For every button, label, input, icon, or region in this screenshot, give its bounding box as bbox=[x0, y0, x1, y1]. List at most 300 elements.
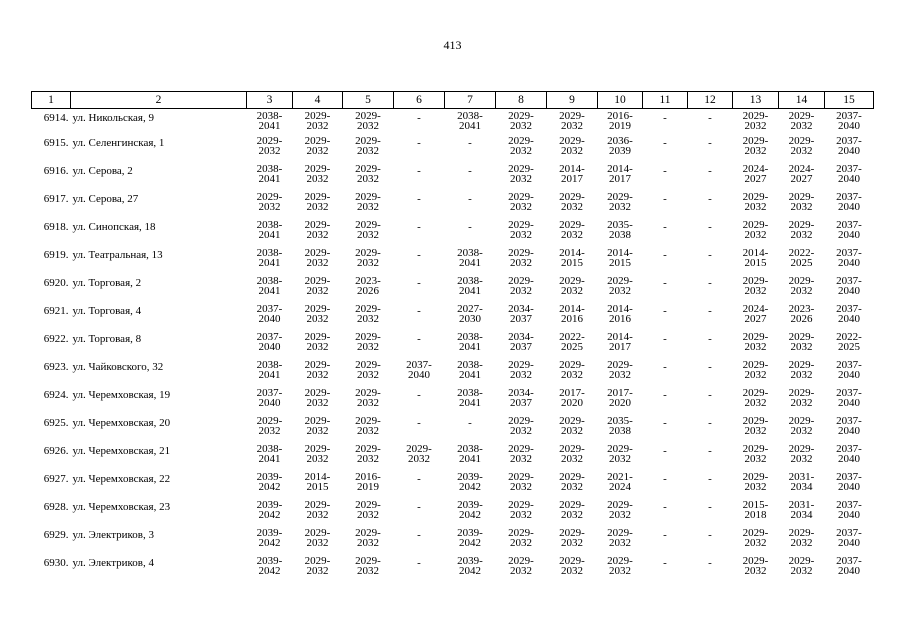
year-line: 2040 bbox=[838, 228, 860, 241]
table-row bbox=[32, 501, 874, 529]
year-range-cell bbox=[733, 445, 779, 473]
year-line: 2040 bbox=[838, 564, 860, 577]
year-line: 2032 bbox=[357, 228, 379, 241]
year-line: 2032 bbox=[306, 396, 329, 409]
year-range-cell bbox=[779, 249, 825, 277]
row-number: 6915. bbox=[43, 137, 69, 149]
year-line: 2029- bbox=[742, 555, 769, 567]
year-range-cell bbox=[343, 501, 394, 529]
year-line: 2040 bbox=[838, 119, 860, 132]
year-line: 2025 bbox=[561, 340, 583, 353]
year-range-cell bbox=[247, 193, 293, 221]
year-range-cell bbox=[547, 305, 598, 333]
year-line: 2029- bbox=[607, 499, 633, 511]
year-line: 2022- bbox=[559, 331, 585, 343]
year-line: 2032 bbox=[258, 424, 281, 437]
year-range-cell bbox=[547, 165, 598, 193]
year-line: 2029- bbox=[559, 191, 585, 203]
year-line: 2029- bbox=[304, 163, 331, 175]
year-line: 2029- bbox=[256, 135, 283, 147]
year-line: 2029- bbox=[508, 415, 534, 427]
year-line: 2040 bbox=[838, 312, 860, 325]
year-range-cell bbox=[547, 473, 598, 501]
column-header-8: 8 bbox=[496, 92, 547, 109]
year-line: 2040 bbox=[408, 368, 430, 381]
year-line: 2032 bbox=[744, 228, 767, 241]
year-line: 2029- bbox=[508, 555, 534, 567]
year-range-cell bbox=[496, 137, 547, 165]
year-line: 2029- bbox=[355, 387, 381, 399]
year-line: 2032 bbox=[561, 536, 583, 549]
year-line: 2029- bbox=[304, 499, 331, 511]
year-line: 2029- bbox=[559, 415, 585, 427]
year-range-cell bbox=[779, 501, 825, 529]
year-line: 2042 bbox=[258, 564, 281, 577]
year-line: 2032 bbox=[306, 312, 329, 325]
year-line: 2040 bbox=[838, 480, 860, 493]
row-number: 6925. bbox=[43, 417, 69, 429]
year-range-cell bbox=[733, 221, 779, 249]
year-line: 2032 bbox=[561, 119, 583, 132]
year-line: 2017 bbox=[561, 172, 583, 185]
year-line: 2032 bbox=[561, 452, 583, 465]
year-range-cell bbox=[598, 417, 643, 445]
year-line: 2037- bbox=[836, 443, 862, 455]
year-line: 2032 bbox=[510, 172, 532, 185]
year-range-cell: - bbox=[417, 417, 421, 429]
year-range-cell bbox=[779, 193, 825, 221]
year-range-cell bbox=[445, 557, 496, 585]
year-range-cell bbox=[825, 557, 874, 585]
year-line: 2032 bbox=[510, 508, 532, 521]
year-range-cell bbox=[343, 305, 394, 333]
year-line: 2029- bbox=[355, 499, 381, 511]
year-range-cell bbox=[825, 389, 874, 417]
year-range-cell bbox=[496, 305, 547, 333]
year-range-cell: - bbox=[417, 529, 421, 541]
year-range-cell bbox=[733, 277, 779, 305]
year-line: 2032 bbox=[306, 284, 329, 297]
year-line: 2032 bbox=[357, 424, 379, 437]
year-range-cell bbox=[496, 557, 547, 585]
year-range-cell bbox=[343, 417, 394, 445]
year-line: 2032 bbox=[744, 284, 767, 297]
year-range-cell bbox=[825, 109, 874, 138]
year-line: 2022- bbox=[788, 247, 815, 259]
year-line: 2029- bbox=[256, 415, 283, 427]
year-line: 2029- bbox=[559, 555, 585, 567]
year-line: 2029- bbox=[355, 135, 381, 147]
year-range-cell bbox=[445, 473, 496, 501]
year-range-cell: - bbox=[708, 445, 712, 457]
year-range-cell bbox=[733, 109, 779, 138]
year-range-cell: - bbox=[663, 333, 667, 345]
year-line: 2029- bbox=[742, 275, 769, 287]
year-range-cell bbox=[779, 137, 825, 165]
year-line: 2037- bbox=[836, 247, 862, 259]
year-line: 2032 bbox=[790, 368, 813, 381]
address-cell: ул. Торговая, 4 bbox=[72, 305, 142, 317]
year-range-cell bbox=[547, 501, 598, 529]
year-line: 2029- bbox=[788, 415, 815, 427]
year-range-cell bbox=[247, 361, 293, 389]
table-row bbox=[32, 305, 874, 333]
year-line: 2029- bbox=[508, 527, 534, 539]
year-line: 2029- bbox=[742, 527, 769, 539]
year-line: 2037- bbox=[836, 303, 862, 315]
table-row bbox=[32, 557, 874, 585]
row-number: 6930. bbox=[43, 557, 69, 569]
row-number: 6918. bbox=[43, 221, 69, 233]
year-line: 2032 bbox=[561, 424, 583, 437]
year-line: 2038- bbox=[256, 275, 283, 287]
year-line: 2032 bbox=[306, 340, 329, 353]
year-line: 2029- bbox=[355, 331, 381, 343]
year-range-cell bbox=[733, 557, 779, 585]
year-line: 2038- bbox=[256, 247, 283, 259]
year-range-cell bbox=[343, 529, 394, 557]
year-range-cell bbox=[825, 417, 874, 445]
year-line: 2040 bbox=[838, 452, 860, 465]
year-range-cell: - bbox=[708, 305, 712, 317]
column-header-9: 9 bbox=[547, 92, 598, 109]
year-range-cell bbox=[293, 333, 343, 361]
column-header-5: 5 bbox=[343, 92, 394, 109]
year-line: 2032 bbox=[790, 340, 813, 353]
year-range-cell: - bbox=[663, 221, 667, 233]
year-range-cell bbox=[496, 333, 547, 361]
year-line: 2014- bbox=[607, 247, 633, 259]
year-line: 2029- bbox=[742, 471, 769, 483]
year-line: 2029- bbox=[559, 471, 585, 483]
year-line: 2029- bbox=[742, 110, 769, 122]
year-range-cell bbox=[547, 193, 598, 221]
year-line: 2032 bbox=[561, 144, 583, 157]
year-line: 2038- bbox=[256, 359, 283, 371]
row-number: 6927. bbox=[43, 473, 69, 485]
year-line: 2032 bbox=[357, 144, 379, 157]
year-range-cell: - bbox=[708, 221, 712, 233]
year-range-cell bbox=[394, 361, 445, 389]
year-range-cell bbox=[293, 529, 343, 557]
column-header-3: 3 bbox=[247, 92, 293, 109]
year-line: 2029- bbox=[304, 219, 331, 231]
year-range-cell bbox=[825, 361, 874, 389]
year-line: 2029- bbox=[508, 275, 534, 287]
year-line: 2029- bbox=[788, 443, 815, 455]
year-line: 2032 bbox=[510, 452, 532, 465]
year-line: 2037- bbox=[836, 191, 862, 203]
year-range-cell bbox=[547, 221, 598, 249]
year-range-cell bbox=[733, 361, 779, 389]
year-range-cell bbox=[343, 137, 394, 165]
year-line: 2014- bbox=[607, 163, 633, 175]
address-cell: ул. Театральная, 13 bbox=[72, 249, 163, 261]
year-line: 2039 bbox=[609, 144, 631, 157]
year-line: 2040 bbox=[838, 396, 860, 409]
year-line: 2038- bbox=[457, 387, 483, 399]
column-header-1: 1 bbox=[32, 92, 71, 109]
year-line: 2024- bbox=[742, 163, 769, 175]
year-range-cell bbox=[343, 109, 394, 138]
year-line: 2029- bbox=[607, 443, 633, 455]
year-range-cell bbox=[496, 193, 547, 221]
year-line: 2032 bbox=[357, 119, 379, 132]
year-range-cell: - bbox=[468, 165, 472, 177]
year-range-cell: - bbox=[663, 417, 667, 429]
year-line: 2029- bbox=[355, 110, 381, 122]
year-line: 2037- bbox=[836, 359, 862, 371]
year-range-cell: - bbox=[417, 277, 421, 289]
year-line: 2029- bbox=[355, 555, 381, 567]
year-line: 2034 bbox=[790, 480, 813, 493]
year-range-cell: - bbox=[468, 193, 472, 205]
year-range-cell bbox=[496, 165, 547, 193]
year-range-cell bbox=[733, 501, 779, 529]
year-range-cell bbox=[825, 473, 874, 501]
year-line: 2032 bbox=[306, 368, 329, 381]
year-line: 2032 bbox=[306, 228, 329, 241]
year-line: 2032 bbox=[744, 340, 767, 353]
year-range-cell bbox=[496, 109, 547, 138]
year-line: 2032 bbox=[790, 424, 813, 437]
year-line: 2041 bbox=[459, 284, 481, 297]
year-line: 2029- bbox=[355, 359, 381, 371]
year-line: 2040 bbox=[258, 396, 281, 409]
year-range-cell bbox=[547, 361, 598, 389]
year-line: 2039- bbox=[256, 471, 283, 483]
row-number: 6916. bbox=[43, 165, 69, 177]
year-range-cell bbox=[247, 109, 293, 138]
year-line: 2040 bbox=[838, 424, 860, 437]
year-line: 2029- bbox=[788, 135, 815, 147]
year-range-cell bbox=[598, 333, 643, 361]
year-range-cell bbox=[779, 333, 825, 361]
year-range-cell bbox=[779, 277, 825, 305]
year-line: 2032 bbox=[510, 256, 532, 269]
year-range-cell bbox=[293, 165, 343, 193]
year-range-cell bbox=[598, 361, 643, 389]
year-range-cell bbox=[825, 501, 874, 529]
year-line: 2034- bbox=[508, 303, 534, 315]
year-range-cell bbox=[496, 417, 547, 445]
year-line: 2032 bbox=[609, 536, 631, 549]
year-range-cell bbox=[293, 249, 343, 277]
year-line: 2029- bbox=[304, 275, 331, 287]
year-line: 2029- bbox=[355, 443, 381, 455]
year-line: 2032 bbox=[561, 564, 583, 577]
year-line: 2040 bbox=[838, 200, 860, 213]
year-line: 2029- bbox=[559, 527, 585, 539]
year-range-cell: - bbox=[708, 417, 712, 429]
year-line: 2027- bbox=[457, 303, 483, 315]
year-line: 2032 bbox=[609, 564, 631, 577]
row-number: 6929. bbox=[43, 529, 69, 541]
year-line: 2032 bbox=[790, 536, 813, 549]
year-line: 2032 bbox=[510, 368, 532, 381]
address-cell: ул. Черемховская, 22 bbox=[72, 473, 171, 485]
year-line: 2014- bbox=[559, 303, 585, 315]
year-line: 2016- bbox=[607, 110, 633, 122]
year-range-cell: - bbox=[417, 501, 421, 513]
year-line: 2032 bbox=[357, 256, 379, 269]
year-line: 2032 bbox=[790, 119, 813, 132]
table-header bbox=[32, 92, 874, 109]
year-line: 2029- bbox=[355, 219, 381, 231]
year-line: 2037 bbox=[510, 340, 532, 353]
year-line: 2020 bbox=[561, 396, 583, 409]
year-line: 2032 bbox=[510, 119, 532, 132]
year-line: 2029- bbox=[355, 191, 381, 203]
year-range-cell bbox=[343, 389, 394, 417]
year-line: 2032 bbox=[790, 284, 813, 297]
year-line: 2038- bbox=[457, 331, 483, 343]
year-line: 2038- bbox=[457, 275, 483, 287]
year-line: 2019 bbox=[609, 119, 631, 132]
year-line: 2027 bbox=[790, 172, 813, 185]
year-range-cell bbox=[733, 417, 779, 445]
year-line: 2032 bbox=[561, 284, 583, 297]
year-range-cell bbox=[598, 165, 643, 193]
year-line: 2029- bbox=[559, 359, 585, 371]
row-number: 6914. bbox=[43, 112, 69, 124]
year-range-cell bbox=[496, 445, 547, 473]
year-range-cell bbox=[343, 557, 394, 585]
year-line: 2032 bbox=[744, 396, 767, 409]
year-range-cell bbox=[247, 557, 293, 585]
year-line: 2037- bbox=[836, 527, 862, 539]
year-range-cell bbox=[293, 361, 343, 389]
year-line: 2029- bbox=[508, 163, 534, 175]
year-range-cell bbox=[343, 193, 394, 221]
year-line: 2025 bbox=[790, 256, 813, 269]
year-range-cell bbox=[598, 221, 643, 249]
year-range-cell bbox=[733, 333, 779, 361]
year-line: 2029- bbox=[607, 275, 633, 287]
year-range-cell bbox=[547, 137, 598, 165]
year-line: 2037- bbox=[836, 471, 862, 483]
year-line: 2038 bbox=[609, 228, 631, 241]
year-range-cell bbox=[247, 249, 293, 277]
address-cell: ул. Синопская, 18 bbox=[72, 221, 156, 233]
year-line: 2032 bbox=[357, 172, 379, 185]
year-range-cell bbox=[733, 249, 779, 277]
year-line: 2032 bbox=[561, 228, 583, 241]
year-range-cell: - bbox=[663, 112, 667, 124]
year-line: 2032 bbox=[510, 228, 532, 241]
year-line: 2032 bbox=[306, 172, 329, 185]
year-line: 2015- bbox=[742, 499, 769, 511]
year-line: 2015 bbox=[744, 256, 767, 269]
year-range-cell: - bbox=[663, 557, 667, 569]
row-number: 6928. bbox=[43, 501, 69, 513]
year-line: 2029- bbox=[304, 191, 331, 203]
year-range-cell bbox=[293, 501, 343, 529]
row-number: 6922. bbox=[43, 333, 69, 345]
year-range-cell: - bbox=[417, 193, 421, 205]
year-line: 2038- bbox=[256, 110, 283, 122]
year-line: 2032 bbox=[744, 564, 767, 577]
year-range-cell bbox=[247, 333, 293, 361]
year-line: 2038- bbox=[457, 110, 483, 122]
year-line: 2029- bbox=[304, 110, 331, 122]
year-line: 2029- bbox=[508, 499, 534, 511]
year-line: 2032 bbox=[357, 452, 379, 465]
year-range-cell bbox=[293, 277, 343, 305]
year-range-cell bbox=[496, 473, 547, 501]
year-range-cell: - bbox=[663, 529, 667, 541]
year-line: 2017- bbox=[559, 387, 585, 399]
year-range-cell bbox=[547, 333, 598, 361]
year-line: 2034- bbox=[508, 387, 534, 399]
year-line: 2039- bbox=[457, 471, 483, 483]
year-line: 2042 bbox=[258, 536, 281, 549]
year-line: 2029- bbox=[304, 555, 331, 567]
year-range-cell bbox=[343, 333, 394, 361]
row-number: 6919. bbox=[43, 249, 69, 261]
year-line: 2014- bbox=[607, 303, 633, 315]
year-line: 2032 bbox=[609, 508, 631, 521]
year-line: 2015 bbox=[306, 480, 329, 493]
year-range-cell bbox=[247, 305, 293, 333]
year-line: 2029- bbox=[406, 443, 432, 455]
year-line: 2016- bbox=[355, 471, 381, 483]
year-line: 2032 bbox=[744, 144, 767, 157]
year-range-cell bbox=[293, 473, 343, 501]
year-range-cell bbox=[293, 109, 343, 138]
year-line: 2029- bbox=[508, 443, 534, 455]
year-line: 2041 bbox=[459, 340, 481, 353]
year-line: 2029- bbox=[788, 331, 815, 343]
year-line: 2032 bbox=[790, 144, 813, 157]
year-range-cell bbox=[733, 165, 779, 193]
year-line: 2027 bbox=[744, 172, 767, 185]
year-line: 2029- bbox=[304, 303, 331, 315]
year-line: 2029- bbox=[559, 275, 585, 287]
year-line: 2032 bbox=[306, 536, 329, 549]
year-line: 2032 bbox=[609, 452, 631, 465]
year-line: 2032 bbox=[609, 284, 631, 297]
year-range-cell bbox=[343, 277, 394, 305]
year-line: 2032 bbox=[744, 119, 767, 132]
year-line: 2029- bbox=[742, 443, 769, 455]
year-line: 2029- bbox=[788, 387, 815, 399]
year-range-cell bbox=[293, 305, 343, 333]
year-range-cell bbox=[547, 249, 598, 277]
year-line: 2041 bbox=[459, 396, 481, 409]
year-range-cell bbox=[247, 221, 293, 249]
year-range-cell: - bbox=[708, 249, 712, 261]
year-range-cell bbox=[445, 333, 496, 361]
year-range-cell: - bbox=[468, 417, 472, 429]
year-range-cell bbox=[247, 473, 293, 501]
year-range-cell bbox=[496, 529, 547, 557]
year-line: 2040 bbox=[838, 508, 860, 521]
year-range-cell bbox=[598, 249, 643, 277]
year-range-cell: - bbox=[663, 305, 667, 317]
year-range-cell bbox=[247, 417, 293, 445]
year-line: 2042 bbox=[258, 480, 281, 493]
year-line: 2037- bbox=[256, 303, 283, 315]
year-range-cell: - bbox=[468, 137, 472, 149]
year-line: 2019 bbox=[357, 480, 379, 493]
year-range-cell bbox=[496, 361, 547, 389]
year-line: 2037- bbox=[836, 555, 862, 567]
year-line: 2037- bbox=[406, 359, 432, 371]
year-line: 2039- bbox=[457, 555, 483, 567]
year-line: 2038- bbox=[457, 359, 483, 371]
year-range-cell bbox=[598, 529, 643, 557]
